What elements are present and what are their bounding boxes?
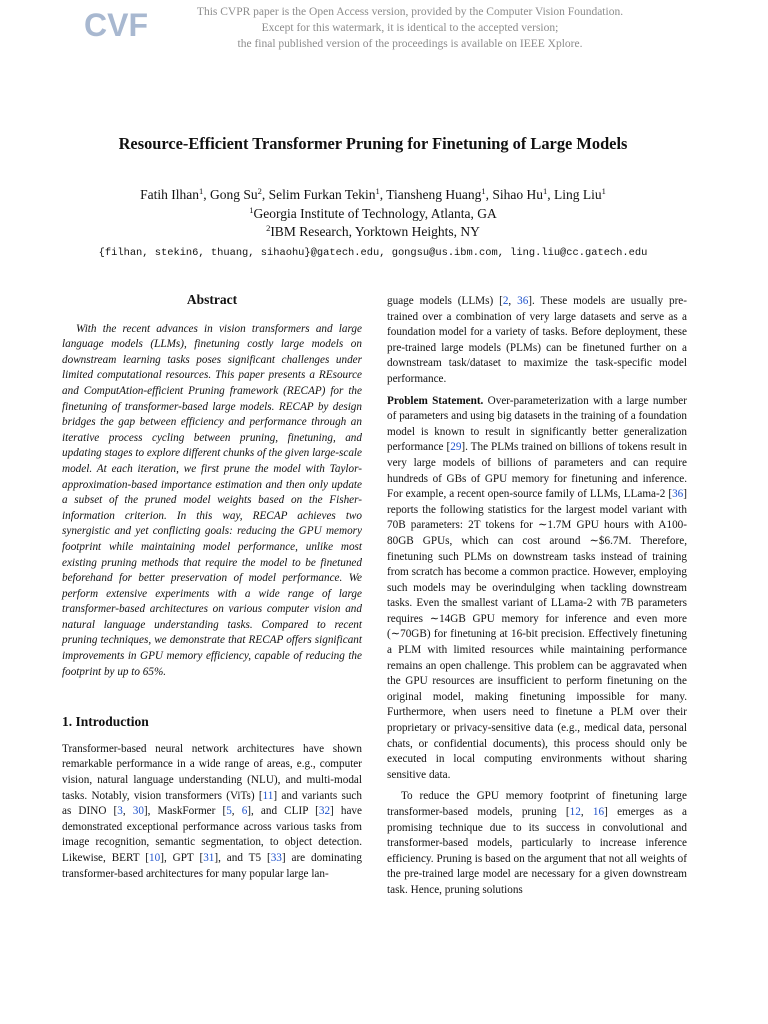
affiliation-number: 1 [249, 204, 254, 215]
citation-link[interactable]: 12 [569, 806, 581, 818]
text-run: ]. The PLMs trained on billions of tokens result in very large models of billions of parameters and can require hundreds of GBs of GPU memory for finetuning and inference. For example, a recent open-source family of LLMs, LLama-2 [ [387, 441, 687, 501]
affiliation-number: 2 [266, 223, 271, 233]
citation-link[interactable]: 16 [592, 806, 605, 818]
citation-link[interactable]: 36 [672, 488, 684, 501]
abstract-text: With the recent advances in vision transformers and large language models (LLMs), finetuning costly large models on downstream learning tasks poses significant challenges under limited computational resources. This paper presents a REsource and ComputAtion-efficient Pruning framework (RECAP) for the finetuning of transformer-based large models. RECAP by design bridges the gap between efficiency and performance through an iterative process cycling between pruning, finetuning, and updating stages to explore different chunks of the given large-scale model. At each iteration, we first prune the model with Taylor-approximation-based importance estimation and then only update a subset of the pruned model weights based on the Fisher-information criterion. In this way, RECAP achieves two synergistic and yet conflicting goals: reducing the GPU memory footprint while maintaining model performance, unlike most existing pruning methods that require the model to be finetuned beforehand for better preservation of model performance. We perform extensive experiments with a wide range of large transformer-based architectures on various computer vision and natural language understanding tasks. Compared to recent pruning techniques, we demonstrate that RECAP offers significant improvements in GPU memory efficiency, capable of reducing the footprint by up to 65%. [62, 322, 362, 678]
author-emails: {filhan, stekin6, thuang, sihaohu}@gatech.edu, gongsu@us.ibm.com, ling.liu@cc.gatech.edu [98, 246, 648, 259]
author-affiliation-mark: 1 [199, 186, 204, 196]
author-separator: , [261, 187, 269, 202]
citation-link[interactable]: 5 [226, 805, 232, 818]
text-run: , [122, 805, 133, 818]
text-run: ], and CLIP [ [247, 805, 319, 818]
citation-link[interactable]: 33 [270, 852, 282, 864]
text-run: ], GPT [ [160, 852, 204, 864]
author-affiliation-mark: 2 [257, 186, 262, 196]
watermark-line-1: This CVPR paper is the Open Access version, provided by the Computer Vision Foundation. [196, 6, 624, 18]
citation-link[interactable]: 30 [132, 805, 144, 818]
author-affiliation-mark: 1 [375, 186, 380, 196]
cvf-logo [84, 7, 148, 43]
citation-link[interactable]: 36 [517, 295, 529, 307]
author-name: Selim Furkan Tekin [268, 187, 376, 202]
affiliation-name: Georgia Institute of Technology, Atlanta, GA [253, 205, 497, 221]
citation-link[interactable]: 10 [149, 852, 161, 864]
text-run: ]. These models are usually pre-trained over a combination of very large datasets and serve as a foundation model for a variety of tasks. Before deployment, these pre-trained large models (PLMs) can be finetuned further on a downstream task/dataset to maximize the task-specific model performance. [387, 295, 687, 385]
right-column [387, 294, 687, 899]
paragraph-title: Problem Statement. [387, 394, 484, 407]
author-name: Fatih Ilhan [140, 187, 199, 202]
text-run: ] and variants such as DINO [ [62, 789, 362, 818]
affiliation-1 [40, 205, 706, 224]
author-name: Sihao Hu [492, 187, 543, 202]
citation-link[interactable]: 29 [450, 441, 462, 454]
affiliation-name: IBM Research, Yorktown Heights, NY [270, 224, 480, 239]
author-affiliation-mark: 1 [601, 186, 606, 196]
watermark [160, 4, 660, 52]
watermark-line-2: Except for this watermark, it is identical to the accepted version; [261, 22, 559, 34]
author-name: Ling Liu [553, 187, 602, 202]
section-heading-introduction: 1. Introduction [62, 714, 149, 730]
citation-link[interactable]: 2 [502, 295, 509, 307]
intro-paragraph-1-continued [387, 294, 687, 388]
author-separator: , [203, 187, 210, 202]
text-run: , [231, 805, 242, 818]
author-list [40, 186, 706, 205]
author-affiliation-mark: 1 [542, 186, 548, 196]
author-name: Gong Su [210, 187, 258, 202]
paper-title: Resource-Efficient Transformer Pruning for Finetuning of Large Models [118, 134, 628, 153]
intro-paragraph-1 [62, 742, 362, 882]
text-run: , [580, 806, 593, 818]
text-run: ] reports the following statistics for the largest model variant with 70B parameters: 2T tokens for ∼1.7M GPU hours with A100-80GB GPUs, which can cost around ∼$6.7M. Therefore, finetuning such PLMs on downstream tasks instead of training from scratch has become a common practice. However, employing such models may be overindulging when tackling downstream tasks. Even the smallest variant of LLama-2 with 7B parameters requires ∼14GB GPU memory for inference and even more (∼70GB) for finetuning at 16-bit precision. Effectively finetuning a PLM with limited resources while maintaining performance remains an open challenge. This problem can be aggravated when the GPU resources are insufficient to perform finetuning on the original model, making finetuning impossible for many. Furthermore, when users need to finetune a PLM over their proprietary or privacy-sensitive data (e.g., medical data, personal chats, or confidential documents), this process should only be executed in local computing environments without sharing sensitive data. [387, 488, 687, 781]
text-run: ] are dominating transformer-based architectures for many popular large lan- [62, 852, 362, 880]
pruning-paragraph [387, 789, 687, 898]
author-block [40, 186, 706, 262]
problem-statement-paragraph [387, 394, 687, 784]
text-run: To reduce the GPU memory footprint of finetuning large transformer-based models, pruning [ [387, 790, 687, 818]
text-run: guage models (LLMs) [ [387, 295, 503, 307]
author-affiliation-mark: 1 [481, 186, 486, 196]
text-run: Transformer-based neural network architectures have shown remarkable performance in a wide range of areas, e.g., computer vision, natural language understanding (NLU), and multi-modal tasks. Notably, vision transformers (ViTs) [ [62, 742, 362, 802]
text-run: Over-parameterization with a large number of parameters and using big datasets in the training of a foundation model is known to result in significantly better generalization performance [ [387, 394, 687, 454]
author-separator: , [547, 187, 554, 202]
citation-link[interactable]: 32 [318, 805, 331, 818]
affiliation-2 [40, 223, 706, 242]
abstract [62, 322, 362, 681]
text-run: ], MaskFormer [ [143, 805, 227, 818]
author-name: Tiansheng Huang [386, 187, 482, 202]
author-separator: , [485, 187, 493, 202]
abstract-heading: Abstract [186, 292, 238, 307]
text-run: ] have demonstrated exceptional performance across various tasks from image recognition, semantic segmentation, to object detection. Likewise, BERT [ [62, 805, 362, 864]
citation-link[interactable]: 11 [262, 789, 274, 802]
text-run: ], and T5 [ [214, 852, 271, 864]
text-run: , [508, 295, 518, 307]
text-run: ] emerges as a promising technique due to its success in convolutional and transformer-based models, particularly to increase inference efficiency. Pruning is based on the argument that not all weights of the pre-trained large model are necessary for a given downstream task. Hence, pruning solutions [387, 806, 687, 896]
left-column [62, 288, 362, 882]
cvf-logo-text: CVF [84, 7, 148, 43]
citation-link[interactable]: 6 [241, 805, 248, 818]
citation-link[interactable]: 31 [203, 852, 215, 864]
citation-link[interactable]: 3 [117, 805, 123, 818]
author-separator: , [379, 187, 387, 202]
watermark-line-3: the final published version of the proceedings is available on IEEE Xplore. [237, 38, 583, 50]
